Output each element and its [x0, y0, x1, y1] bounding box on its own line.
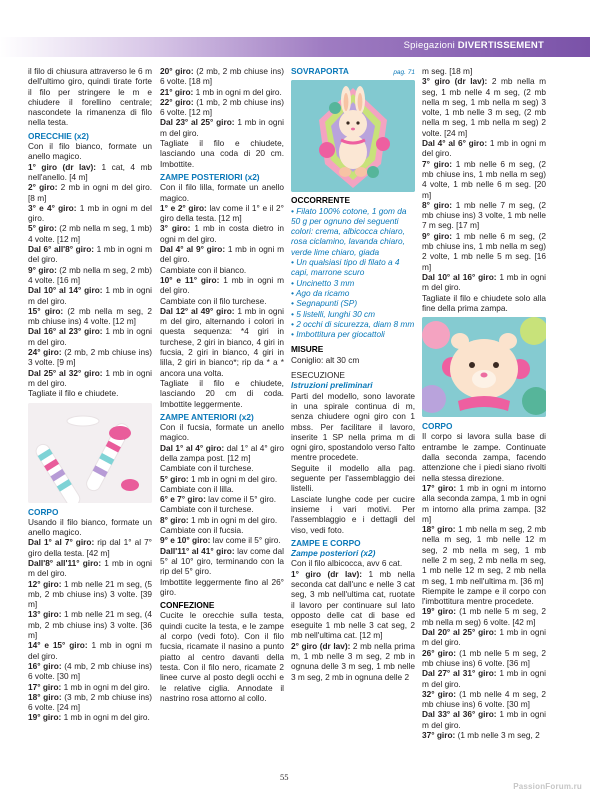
instruction-row [422, 648, 546, 669]
material-item: • 5 listelli, lunghi 30 cm [291, 308, 376, 319]
instruction-row [160, 535, 284, 545]
confezione-title: CONFEZIONE [160, 600, 215, 611]
row-text: 1 mb in ogni m del giro. [61, 712, 150, 723]
row-label: Dal 12° al 49° giro: [160, 305, 235, 316]
row-label: 8° giro: [160, 514, 189, 525]
col4-intro: m seg. [18 m] [422, 66, 473, 76]
row-text: (4 mb, 2 mb chiuse ins) 6 volte. [30 m] [28, 660, 153, 682]
instruction-row [28, 285, 152, 306]
riempite-text: Riempite le zampe e il corpo con l'imbottitura mentre procedete. [422, 585, 546, 607]
row-label: Dal 25° al 32° giro: [28, 367, 103, 378]
row-text: 1 mb in ogni m del giro, alternando i colori in questa sequenza: *4 giri in turchese, 2 giri in bianco, 4 giri in fucsia, 2 giri in bianco, 4 giri in lilla, 2 giri in bianco*; rip da * a * ancora una volta. [160, 305, 284, 378]
column-1 [28, 66, 152, 723]
instruction-row [422, 730, 546, 740]
corpo-outro: Tagliate il filo e chiudete, lasciando una coda di 20 cm. Imbottite. [160, 138, 284, 169]
row-text: 1 mb nelle 6 m seg, (2 mb chiuse ins, 1 mb nella m seg) 4 volte, 1 mb nelle 6 m seg. [20 m] [422, 158, 546, 200]
instruction-row [422, 76, 546, 138]
instruction-row [422, 668, 546, 689]
instruction-row [28, 692, 152, 713]
row-text: 1 mb nella m seg, 2 mb nella m seg, 1 mb nelle 12 m seg, 2 mb nella m seg, 1 mb nelle 2 m seg, 2 mb nella m seg, 1 mb nelle 12 m seg, 2 mb nella m seg, 1 mb nell'ultima m. [36 m] [422, 524, 546, 586]
row-text: 1 mb nelle 7 m seg, (2 mb chiuse ins) 3 volte, 1 mb nelle 7 m seg. [17 m] [422, 199, 546, 231]
row-label: 9° giro: [28, 264, 57, 275]
row-label: 19° giro: [28, 712, 62, 723]
row-label: Dal 10° al 16° giro: [422, 271, 497, 282]
row-text: 1 mb in ogni m del giro. [188, 473, 278, 484]
instruction-row [28, 223, 152, 244]
zampe-posteriori-rows-a [160, 203, 284, 265]
row-label: Dall'11° al 41° giro: [160, 545, 235, 556]
row-label: 2° giro (dr lav): [291, 640, 351, 651]
za-outro: Imbottite leggermente fino al 26° giro. [160, 576, 284, 597]
row-text: 1 mb in ogni m del giro. [28, 640, 152, 661]
row-text: (1 mb nelle 5 m seg, 2 mb nella m seg) 6 volte. [42 m] [422, 606, 546, 627]
row-label: Dal 1° al 4° giro: [160, 442, 225, 453]
row-text: 1 mb in ogni m del giro. [422, 271, 546, 293]
instruction-row [28, 162, 152, 183]
row-text: lav come dal 5° al 10° giro, terminando con la rip del 5° giro. [160, 545, 284, 577]
instruction-row [291, 569, 415, 641]
instruction-row [28, 558, 152, 579]
row-label: Dal 4° al 6° giro: [422, 138, 488, 149]
istruzioni-title: Istruzioni preliminari [291, 380, 373, 391]
material-item: • 2 occhi di sicurezza, diam 8 mm [291, 318, 415, 329]
corpo-title: CORPO [28, 506, 59, 517]
row-text: lav come il 1° e il 2° giro della testa. [12 m] [160, 202, 284, 224]
row-text: 1 mb in ogni m del giro. [160, 117, 284, 138]
zampe-anteriori-title: ZAMPE ANTERIORI (x2) [160, 411, 254, 422]
intro-text: il filo di chiusura attraverso le 6 m dell'ultimo giro, quindi tirate forte il filo per stringere le m e chiudere il forellino centrale; nascondete la rimanenza di filo nella testa. [28, 66, 152, 128]
row-text: 1 mb in ogni m del giro. [28, 202, 152, 224]
row-label: 19° giro: [422, 606, 457, 617]
row-label: Dal 33° al 36° giro: [422, 709, 497, 720]
instruction-row [28, 265, 152, 286]
orecchie-rows [28, 162, 152, 389]
zampe-posteriori-rows-b [160, 275, 284, 296]
material-item: • Uncinetto 3 mm [291, 277, 355, 288]
row-label: Dal 1° al 7° giro: [28, 537, 95, 548]
za-change-turq: Cambiate con il turchese. [160, 463, 254, 474]
row-label: 17° giro: [422, 482, 457, 493]
instruction-row [160, 275, 284, 296]
row-label: 17° giro: [28, 681, 62, 692]
instruction-row [160, 244, 284, 265]
occorrente-title: OCCORRENTE [291, 195, 351, 206]
instruction-row [422, 272, 546, 293]
instruction-row [291, 641, 415, 682]
row-label: 1° giro (dr lav): [291, 568, 363, 579]
column-2 [160, 66, 284, 703]
sovraporta-title-row [291, 66, 415, 78]
zampe-posteriori-subtitle: Zampe posteriori (x2) [291, 548, 376, 559]
material-item: • Filato 100% cotone, 1 gom da 50 g per ognuno dei seguenti colori: crema, albicocca chiaro, rosa ciclamino, lavanda chiaro, verde lime chiaro, giada [291, 205, 407, 257]
row-label: 32° giro: [422, 688, 457, 699]
esecuzione-title: ESECUZIONE [291, 370, 345, 381]
confezione-text: Cucite le orecchie sulla testa, quindi cucite la testa, e le zampe al corpo (vedi foto). Con il filo fucsia, ricamate il nasino a punto piatto al centro davanti della testa. Con il filo nero, ricamate 2 linee curve al posto degli occhi e le relative ciglia. Annodate il nastrino rosa attorno al collo. [160, 610, 284, 703]
row-text: 1 mb in ogni m del giro. [28, 557, 152, 579]
zampe-posteriori-rows-c [160, 306, 284, 378]
instruction-row [422, 483, 546, 524]
row-text: dal 1° al 4° giro della zampa post. [12 m] [160, 442, 284, 463]
zampe-anteriori-rows-d [160, 515, 284, 525]
zampe-anteriori-rows-b [160, 474, 284, 484]
zampe-posteriori-intro-3: Con il filo albicocca, avv 6 cat. [291, 558, 403, 569]
row-label: 5° giro: [28, 223, 57, 234]
row-text: 1 mb nelle 21 m seg, (4 mb, 2 mb chiuse ins) 3 volte. [36 m] [28, 609, 152, 641]
material-item: • Ago da ricamo [291, 287, 350, 298]
row-label: 26° giro: [422, 647, 457, 658]
row-label: 15° giro: [28, 305, 64, 316]
zampe-anteriori-rows-e [160, 535, 284, 576]
row-text: (1 mb nelle 5 m seg, 2 mb chiuse ins) 6 volte. [36 m] [422, 647, 546, 668]
instruction-row [422, 627, 546, 648]
row-text: (2 mb nella m seg, 1 mb) 4 volte. [12 m] [28, 223, 152, 244]
zp-change-turq: Cambiate con il filo turchese. [160, 295, 267, 306]
row-label: Dal 6° all'8° giro: [28, 244, 95, 255]
row-text: 1 mb in ogni m intorno alla seconda zampa, 1 mb in ogni m intorno alla prima zampa. [32 m] [422, 482, 546, 524]
row-text: (1 mb, 2 mb chiuse ins) 6 volte. [12 m] [160, 96, 285, 118]
row-text: 1 mb nella seconda cat dall'unc e nelle 3 cat seg, 3 mb nell'ultima cat, ruotate il lavoro per continuare sul lato opposto delle cat di base ed eseguite 1 mb nelle 3 cat seg, 2 mb nell'ultima cat. [12 m] [291, 568, 415, 641]
row-text: 1 mb in ogni m del giro. [28, 326, 152, 347]
row-label: 18° giro: [422, 524, 456, 535]
row-text: lav come il 5° giro. [210, 535, 281, 546]
row-label: Dal 16° al 23° giro: [28, 326, 103, 337]
orecchie-outro: Tagliate il filo e chiudete. [28, 388, 119, 399]
row-label: 16° giro: [28, 660, 62, 671]
instruction-row [28, 661, 152, 682]
photo-bunny-head [422, 317, 546, 417]
instruction-row [28, 537, 152, 558]
row-label: 1° giro (dr lav): [28, 161, 97, 172]
page-number: 55 [280, 772, 289, 782]
materials-list [291, 206, 415, 340]
instruction-row [28, 306, 152, 327]
instruction-row [28, 712, 152, 722]
misure-text: Coniglio: alt 30 cm [291, 354, 360, 365]
row-label: 18° giro: [28, 691, 62, 702]
row-label: 5° giro: [160, 473, 189, 484]
instruction-row [28, 182, 152, 203]
row-label: 24° giro: [28, 347, 62, 358]
zampe-anteriori-rows-c [160, 494, 284, 504]
row-text: 1 mb in ogni m del giro. [28, 244, 152, 265]
row-text: 1 mb in ogni m del giro. [160, 244, 284, 265]
instruction-row [160, 306, 284, 378]
material-item: • Imbottitura per giocattoli [291, 329, 385, 340]
row-text: 1 mb nelle 21 m seg, (5 mb, 2 mb chiuse ins) 3 volte. [39 m] [28, 578, 152, 610]
row-label: 9° e 10° giro: [160, 535, 211, 546]
instruction-row [28, 244, 152, 265]
instruction-row [28, 579, 152, 610]
row-label: Dall'8° all'11° giro: [28, 557, 102, 568]
row-text: 1 mb in ogni m del giro. [422, 668, 546, 689]
photo-sovraporta-bunny [291, 80, 415, 192]
row-text: 2 mb in ogni m del giro. [8 m] [28, 182, 153, 203]
page-ref: pag. 71 [393, 69, 415, 76]
watermark: PassionForum.ru [513, 782, 582, 791]
zampe-anteriori-rows-a [160, 443, 284, 464]
row-text: 1 mb in ogni m del giro. [160, 274, 284, 296]
row-text: 1 mb nelle 6 m seg, (2 mb chiuse ins, 1 mb nella m seg) 2 volte, 1 mb nelle 5 m seg. [16 m] [422, 230, 546, 272]
row-label: 6° e 7° giro: [160, 494, 206, 505]
row-text: (2 mb nella m seg, 2 mb chiuse ins) 4 volte. [12 m] [28, 305, 152, 327]
misure-title: MISURE [291, 344, 324, 355]
corpo-rows-4a [422, 483, 546, 586]
section-header: Spiegazioni DIVERTISSEMENT [403, 40, 544, 51]
instruction-row [160, 546, 284, 577]
row-label: 3° giro (dr lav): [422, 76, 488, 87]
instruction-row [160, 87, 284, 97]
instruction-row [160, 223, 284, 244]
row-text: (2 mb, 2 mb chiuse ins) 6 volte. [18 m] [160, 66, 285, 87]
row-text: 1 mb in ogni m del giro. [422, 627, 546, 648]
row-label: 37° giro: [422, 730, 456, 741]
zp-outro: Tagliate il filo e chiudete, lasciando 20 cm di coda. Imbottite leggermente. [160, 377, 284, 409]
zampe-corpo-rows [291, 569, 415, 682]
row-label: 1° e 2° giro: [160, 202, 207, 213]
instruction-row [160, 515, 284, 525]
tagliate-text: Tagliate il filo e chiudete solo alla fine della prima zampa. [422, 292, 546, 313]
instruction-row [160, 203, 284, 224]
row-text: 1 cat, 4 mb nell'anello. [4 m] [28, 161, 152, 182]
row-text: lav come il 5° giro. [205, 494, 277, 505]
row-label: 12° giro: [28, 578, 62, 589]
row-text: 1 mb in ogni m del giro. [422, 138, 546, 159]
row-label: Dal 20° al 25° giro: [422, 627, 497, 638]
zp-change-white: Cambiate con il bianco. [160, 264, 247, 275]
row-text: 1 mb in ogni m del giro. [28, 285, 152, 306]
row-label: 3° giro: [160, 223, 191, 234]
row-text: (2 mb, 2 mb chiuse ins) 3 volte. [9 m] [28, 347, 153, 368]
row-label: Dal 4° al 9° giro: [160, 244, 226, 255]
column-4 [422, 66, 546, 740]
row-text: 1 mb in ogni m del giro. [188, 514, 278, 525]
instruction-row [28, 368, 152, 389]
instruction-row [160, 117, 284, 138]
instruction-row [422, 138, 546, 159]
zampe-corpo-title: ZAMPE E CORPO [291, 537, 361, 548]
row-label: 3° e 4° giro: [28, 202, 77, 213]
instruction-row [160, 474, 284, 484]
instruction-row [28, 203, 152, 224]
zampe-rows-continued [422, 76, 546, 292]
row-label: 10° e 11° giro: [160, 274, 220, 285]
corpo-rows-4b [422, 606, 546, 740]
instruction-row [422, 709, 546, 730]
instruction-row [28, 609, 152, 640]
seguite-text: Seguite il modello alla pag. seguente per l'assemblaggio dei listelli. [291, 462, 415, 494]
row-text: 1 mb in ogni m del giro. [422, 709, 546, 730]
row-text: (1 mb nelle 4 m seg, 2 mb chiuse ins) 6 volte. [30 m] [422, 688, 546, 710]
istruzioni-text: Parti del modello, sono lavorate in una spirale continua di m, senza chiudere ogni giro con 1 mbss. Per facilitare il lavoro, inserite 1 SP nella prima m di ogni giro, spostandolo verso l'alto mentre procedete. [291, 390, 415, 463]
row-text: rip dal 1° al 7° giro della testa. [42 m] [28, 537, 153, 558]
row-text: (2 mb nella m seg, 2 mb) 4 volte. [16 m] [28, 264, 152, 285]
corpo-intro: Usando il filo bianco, formate un anello magico. [28, 516, 152, 538]
corpo-rows [28, 537, 152, 722]
row-label: Dal 27° al 31° giro: [422, 668, 497, 679]
row-text: 2 mb nella prima m, 1 mb nelle 3 m seg, 2 mb in ognuna delle 3 m seg, 1 mb nelle 3 m seg, 2 mb in ognuna delle 2 [291, 640, 415, 682]
row-label: 13° giro: [28, 609, 62, 620]
corpo-text-4: Il corpo si lavora sulla base di entrambe le zampe. Continuate dalla seconda zampa, facendo attenzione che i piedi siano rivolti nella stessa direzione. [422, 431, 546, 483]
row-label: Dal 10° al 14° giro: [28, 285, 103, 296]
material-item: • Un qualsiasi tipo di filato a 4 capi, marrone scuro [291, 257, 400, 278]
instruction-row [28, 640, 152, 661]
instruction-row [28, 347, 152, 368]
za-change-fucsia: Cambiate con il fucsia. [160, 525, 244, 536]
row-label: Dal 23° al 25° giro: [160, 117, 235, 128]
instruction-row [160, 443, 284, 464]
instruction-row [160, 66, 284, 87]
za-change-turq2: Cambiate con il turchese. [160, 504, 254, 515]
orecchie-intro: Con il filo bianco, formate un anello magico. [28, 141, 152, 162]
row-label: 9° giro: [422, 230, 453, 241]
instruction-row [422, 606, 546, 627]
instruction-row [422, 524, 546, 586]
row-label: 14° e 15° giro: [28, 640, 88, 651]
column-3 [291, 66, 415, 682]
row-label: 20° giro: [160, 66, 194, 76]
instruction-row [422, 200, 546, 231]
photo-bunny-legs [28, 403, 152, 503]
row-text: 1 mb in ogni m del giro. [193, 86, 282, 97]
instruction-row [28, 682, 152, 692]
row-label: 7° giro: [422, 158, 453, 169]
zampe-anteriori-intro: Con il fucsia, formate un anello magico. [160, 422, 284, 443]
row-label: 22° giro: [160, 96, 194, 107]
row-text: 1 mb in costa dietro in ogni m del giro. [160, 223, 284, 244]
instruction-row [160, 494, 284, 504]
corpo-rows-continued [160, 66, 284, 138]
row-text: 1 mb in ogni m del giro. [28, 367, 152, 388]
zampe-posteriori-title: ZAMPE POSTERIORI (x2) [160, 171, 260, 182]
row-label: 8° giro: [422, 199, 453, 210]
row-text: 2 mb nella m seg, 1 mb nelle 4 m seg, (2 mb nella m seg, 1 mb nella m seg) 3 volte, 1 mb nelle 3 m seg, (2 mb nella m seg, 1 mb nella m seg) 2 volte. [24 m] [422, 76, 546, 138]
lasciate-text: Lasciate lunghe code per cucire insieme i vari motivi. Per l'assemblaggio e i dettagli del viso, vedi foto. [291, 493, 415, 535]
orecchie-title: ORECCHIE (x2) [28, 130, 89, 141]
instruction-row [422, 689, 546, 710]
sovraporta-title: SOVRAPORTA [291, 66, 349, 76]
instruction-row [422, 159, 546, 200]
instruction-row [422, 231, 546, 272]
row-text: (3 mb, 2 mb chiuse ins) 6 volte. [24 m] [28, 691, 153, 713]
instruction-row [28, 326, 152, 347]
instruction-row [160, 97, 284, 118]
corpo-title-4: CORPO [422, 421, 453, 432]
row-label: 2° giro: [28, 182, 58, 193]
za-change-lilla: Cambiate con il lilla. [160, 483, 234, 494]
row-text: (1 mb nelle 3 m seg, 2 [455, 730, 540, 741]
row-label: 21° giro: [160, 86, 194, 97]
zampe-posteriori-intro: Con il filo lilla, formate un anello magico. [160, 182, 284, 203]
row-text: 1 mb in ogni m del giro. [61, 681, 150, 692]
material-item: • Segnapunti (SP) [291, 298, 358, 309]
